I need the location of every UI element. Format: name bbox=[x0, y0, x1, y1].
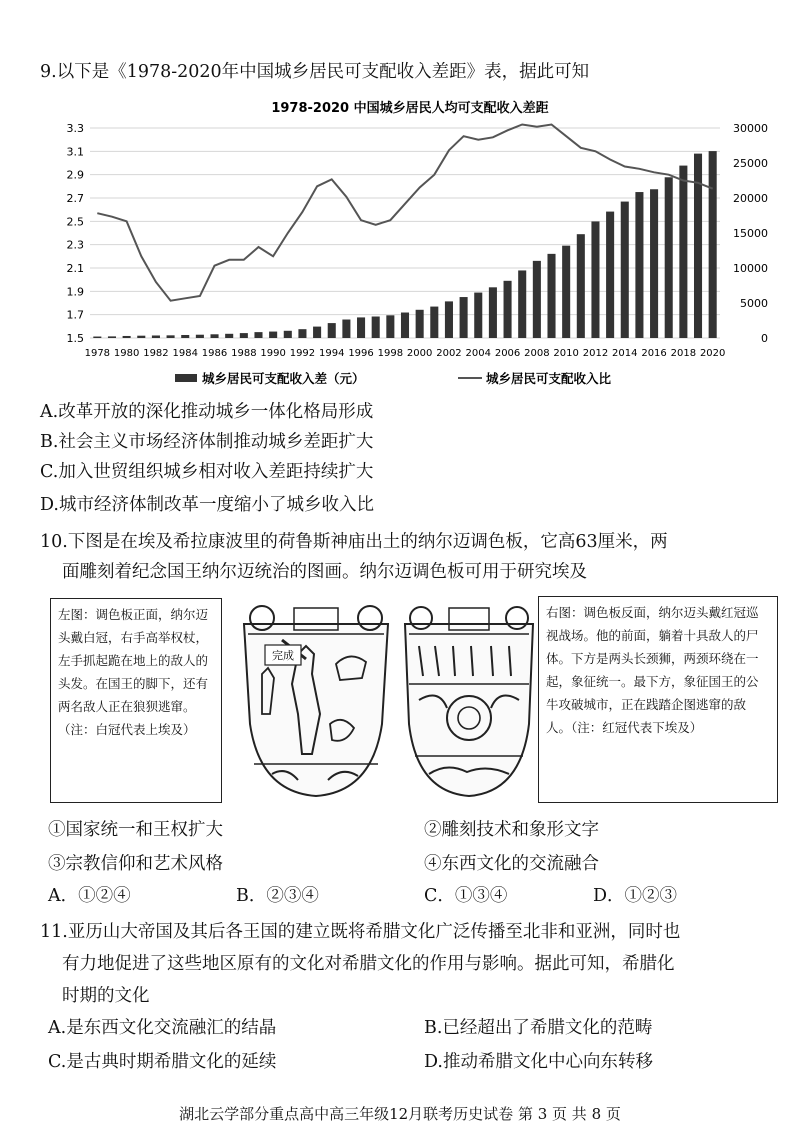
bar bbox=[533, 261, 541, 338]
q10-option-a: A．①②④ bbox=[48, 886, 131, 906]
bar bbox=[328, 323, 336, 338]
bar bbox=[93, 337, 101, 338]
left-tick-label: 1.7 bbox=[66, 308, 84, 322]
bar bbox=[474, 293, 482, 338]
bar bbox=[254, 332, 262, 338]
q11-option-c: C.是古典时期希腊文化的延续 bbox=[48, 1052, 277, 1072]
q10-stem-line1: 10.下图是在埃及希拉康波里的荷鲁斯神庙出土的纳尔迈调色板，它高63厘米，两 bbox=[40, 532, 668, 552]
x-tick-label: 2020 bbox=[699, 348, 726, 359]
income-gap-chart bbox=[40, 94, 780, 394]
x-tick-label: 1990 bbox=[260, 348, 286, 359]
bar bbox=[591, 221, 599, 338]
left-caption-box: 左图：调色板正面，纳尔迈头戴白冠，右手高举权杖，左手抓起跪在地上的敌人的头发。在国王的脚下，还有两名敌人正在狼狈逃窜。（注：白冠代表上埃及） bbox=[50, 598, 222, 803]
q10-item-3: ③宗教信仰和艺术风格 bbox=[48, 854, 223, 874]
bar bbox=[196, 335, 204, 338]
q10-item-4: ④东西文化的交流融合 bbox=[424, 854, 599, 874]
legend-bar-swatch bbox=[175, 374, 197, 382]
bar bbox=[489, 287, 497, 338]
bar bbox=[152, 335, 160, 338]
legend-line-label: 城乡居民可支配收入比 bbox=[486, 371, 612, 386]
x-tick-label: 2018 bbox=[670, 348, 697, 359]
bar bbox=[342, 320, 350, 338]
x-tick-label: 1978 bbox=[84, 348, 111, 359]
legend-bar-label: 城乡居民可支配收入差（元） bbox=[202, 371, 365, 386]
q10-option-b: B．②③④ bbox=[236, 886, 319, 906]
x-tick-label: 2010 bbox=[553, 348, 579, 359]
x-tick-label: 2016 bbox=[641, 348, 667, 359]
palette-front-image bbox=[232, 604, 400, 800]
bar bbox=[445, 301, 453, 338]
x-tick-label: 1986 bbox=[201, 348, 228, 359]
left-tick-label: 3.3 bbox=[66, 122, 84, 135]
bar bbox=[679, 166, 687, 338]
bar bbox=[606, 212, 614, 338]
right-tick-label: 5000 bbox=[740, 297, 768, 310]
bar bbox=[372, 317, 380, 338]
palette-back-image bbox=[395, 604, 543, 800]
bar bbox=[504, 281, 512, 338]
x-tick-label: 1992 bbox=[289, 348, 316, 359]
x-tick-label: 2002 bbox=[436, 348, 462, 359]
q11-stem-line1: 11.亚历山大帝国及其后各王国的建立既将希腊文化广泛传播至北非和亚洲，同时也 bbox=[40, 922, 681, 942]
x-tick-label: 1982 bbox=[143, 348, 169, 359]
bar bbox=[123, 336, 131, 338]
q9-option-b: B.社会主义市场经济体制推动城乡差距扩大 bbox=[40, 432, 374, 452]
x-tick-label: 2004 bbox=[465, 348, 491, 359]
bar bbox=[518, 270, 526, 338]
q9-option-d: D.城市经济体制改革一度缩小了城乡收入比 bbox=[40, 495, 374, 515]
bar bbox=[284, 331, 292, 338]
bar bbox=[357, 317, 365, 338]
left-tick-label: 2.1 bbox=[66, 262, 84, 275]
q11-option-d: D.推动希腊文化中心向东转移 bbox=[424, 1052, 653, 1072]
x-tick-label: 2012 bbox=[582, 348, 609, 359]
bar bbox=[108, 336, 116, 338]
bar bbox=[313, 327, 321, 338]
bar bbox=[211, 334, 219, 338]
q10-item-2: ②雕刻技术和象形文字 bbox=[424, 820, 599, 840]
left-tick-label: 3.1 bbox=[66, 145, 84, 159]
left-tick-label: 2.9 bbox=[66, 168, 84, 182]
x-tick-label: 2006 bbox=[494, 348, 521, 359]
left-tick-label: 2.7 bbox=[66, 192, 84, 205]
x-tick-label: 1994 bbox=[319, 348, 345, 359]
x-tick-label: 1998 bbox=[377, 348, 404, 359]
x-tick-label: 2000 bbox=[406, 348, 433, 359]
bar bbox=[298, 329, 306, 338]
chart-title: 1978-2020 中国城乡居民人均可支配收入差距 bbox=[271, 101, 549, 116]
bar bbox=[650, 189, 658, 338]
x-tick-label: 1984 bbox=[172, 348, 198, 359]
left-tick-label: 2.5 bbox=[66, 215, 84, 229]
bar bbox=[225, 334, 233, 338]
bar bbox=[181, 335, 189, 338]
bar bbox=[562, 246, 570, 338]
q9-option-a: A.改革开放的深化推动城乡一体化格局形成 bbox=[40, 402, 374, 422]
q10-option-c: C．①③④ bbox=[424, 886, 508, 906]
x-tick-label: 1996 bbox=[348, 348, 374, 359]
bar bbox=[547, 254, 555, 338]
right-tick-label: 30000 bbox=[733, 122, 768, 135]
x-tick-label: 1988 bbox=[231, 348, 257, 359]
right-tick-label: 25000 bbox=[733, 157, 768, 170]
bar bbox=[240, 333, 248, 338]
bar bbox=[386, 315, 394, 338]
right-caption-box: 右图：调色板反面，纳尔迈头戴红冠巡视战场。他的前面，躺着十具敌人的尸体。下方是两头长颈狮，两颈环绕在一起，象征统一。最下方，象征国王的公牛攻破城市，正在践踏企图逃窜的敌人。（注：红冠代表下埃及） bbox=[538, 596, 778, 803]
left-tick-label: 2.3 bbox=[66, 238, 84, 252]
bar bbox=[269, 332, 277, 338]
right-tick-label: 10000 bbox=[733, 262, 768, 275]
bar bbox=[430, 307, 438, 338]
bar bbox=[460, 297, 468, 338]
x-tick-label: 1980 bbox=[113, 348, 140, 359]
right-tick-label: 20000 bbox=[733, 192, 768, 205]
right-tick-label: 15000 bbox=[733, 227, 768, 240]
q10-option-d: D．①②③ bbox=[593, 886, 678, 906]
page-footer: 湖北云学部分重点高中高三年级12月联考历史试卷 第 3 页 共 8 页 bbox=[179, 1105, 621, 1123]
q11-option-b: B.已经超出了希腊文化的范畴 bbox=[424, 1018, 653, 1038]
q11-stem-line2: 有力地促进了这些地区原有的文化对希腊文化的作用与影响。据此可知，希腊化 bbox=[62, 954, 675, 974]
x-tick-label: 2014 bbox=[612, 348, 638, 359]
bar bbox=[577, 234, 585, 338]
q9-option-c: C.加入世贸组织城乡相对收入差距持续扩大 bbox=[40, 462, 374, 482]
left-tick-label: 1.5 bbox=[66, 332, 84, 345]
bar bbox=[137, 336, 145, 338]
bar bbox=[401, 313, 409, 338]
left-tick-label: 1.9 bbox=[66, 285, 84, 299]
q10-item-1: ①国家统一和王权扩大 bbox=[48, 820, 223, 840]
bar bbox=[621, 202, 629, 338]
q11-stem-line3: 时期的文化 bbox=[62, 986, 150, 1006]
bar bbox=[416, 310, 424, 338]
q11-option-a: A.是东西文化交流融汇的结晶 bbox=[48, 1018, 277, 1038]
q10-stem-line2: 面雕刻着纪念国王纳尔迈统治的图画。纳尔迈调色板可用于研究埃及 bbox=[62, 562, 587, 582]
q9-stem: 9.以下是《1978-2020年中国城乡居民可支配收入差距》表，据此可知 bbox=[40, 62, 590, 82]
bar bbox=[167, 335, 175, 338]
stamp-label: 完成 bbox=[272, 649, 294, 662]
x-tick-label: 2008 bbox=[524, 348, 550, 359]
bar bbox=[635, 192, 643, 338]
bar bbox=[665, 177, 673, 338]
bar bbox=[709, 151, 717, 338]
right-tick-label: 0 bbox=[761, 332, 768, 345]
bar bbox=[694, 154, 702, 338]
